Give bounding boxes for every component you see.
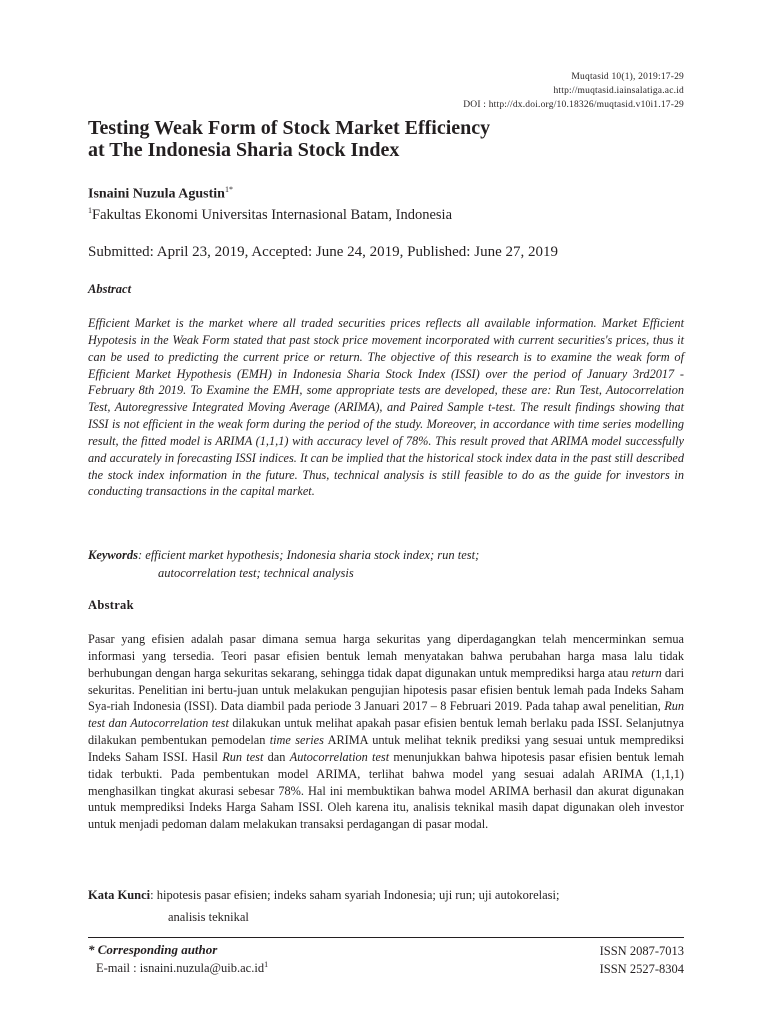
journal-doi[interactable]: DOI : http://dx.doi.org/10.18326/muqtasid.v10i1.17-29 <box>463 100 684 110</box>
journal-header <box>463 70 684 112</box>
affiliation-mark: 1 <box>88 206 92 215</box>
abstrak-italic-4: Run test <box>222 749 264 764</box>
affiliation-text: Fakultas Ekonomi Universitas Internasional Batam, Indonesia <box>92 206 453 223</box>
abstrak-text-1: Pasar yang efisien adalah pasar dimana semua harga sekuritas yang diperdagangkan telah mencerminkan semua informasi yang tersedia. Teori pasar efisien bentuk lemah menyatakan bahwa perubahan harga masa lalu tidak berhubungan dengan harga sekuritas sekarang, sehingga tidak dapat digunakan untuk memprediksi harga atau <box>88 632 684 680</box>
abstrak-text-2: dari sekuritas. Penelitian ini bertu-juan untuk melakukan pengujian hipotesis pasar efisien bentuk lemah pada Indeks Saham Sya-riah Indonesia (ISSI). Data diambil pada periode 3 Januari 2017 – 8 Februari 2019. Pada tahap awal penelitian, <box>88 665 684 714</box>
author-email[interactable] <box>96 960 268 976</box>
journal-citation: Muqtasid 10(1), 2019:17-29 <box>571 72 684 82</box>
keywords-label: Keywords <box>88 548 138 562</box>
kata-kunci-label: Kata Kunci <box>88 888 151 902</box>
keywords <box>88 546 684 582</box>
submission-dates: Submitted: April 23, 2019, Accepted: June 24, 2019, Published: June 27, 2019 <box>88 244 558 260</box>
paper-title <box>88 117 688 161</box>
kata-kunci-line-2: analisis teknikal <box>168 910 249 924</box>
abstrak-italic-3: time series <box>269 733 324 748</box>
abstrak-body <box>88 631 684 833</box>
abstract-body: Efficient Market is the market where all traded securities prices reflects all available information. Market Efficient Hypotesis in the Weak Form stated that past stock price movement incorporated with current securities's prices, thus it can be used to predicting the current price or return. The objective of this research is to examine the weak form of Efficient Market Hypothesis (EMH) in Indonesia Sharia Stock Index (ISSI) over the period of January 3rd2017 -February 8th 2019. To Examine the EMH, some appropriate tests are developed, these are: Run Test, Autocorrelation Test, Autoregressive Integrated Moving Average (ARIMA), and Paired Sample t-test. The result findings showing that ISSI is not efficient in the weak form during the period of the study. Moreover, in accordance with time series modelling result, the fitted model is ARIMA (1,1,1) with accuracy level of 78%. This result proved that ARIMA model successfully and accurately in forecasting ISSI indices. It can be implied that the historical stock index data in the past still described the stock index information in the future. Thus, technical analysis is still feasible to do as the guide for investors in conducting transactions in the capital market. <box>88 316 684 499</box>
journal-url[interactable]: http://muqtasid.iainsalatiga.ac.id <box>553 86 684 96</box>
abstract-heading: Abstract <box>88 282 132 296</box>
abstrak-text-6: menunjukkan bahwa hipotesis pasar efisien bentuk lemah tidak terbukti. Pada pembentukan model ARIMA, terlihat bahwa model yang sesuai adalah ARIMA (1,1,1) menghasilkan tingkat akurasi sebesar 78%. Hal ini membuktikan bahwa model ARIMA berhasil dan akurat digunakan untuk memprediksi Indeks Harga Saham ISSI. Oleh karena itu, analisis teknikal masih dapat digunakan oleh investor untuk menjadi pedoman dalam melakukan transaksi perdagangan di pasar modal. <box>88 749 685 832</box>
author-name-text: Isnaini Nuzula Agustin <box>88 186 225 202</box>
email-text[interactable]: E-mail : isnaini.nuzula@uib.ac.id <box>96 961 265 976</box>
issn-online: ISSN 2527-8304 <box>599 962 684 976</box>
abstrak-italic-2: Run test dan Autocorrelation test <box>88 699 684 731</box>
abstrak-text-5: dan <box>263 749 290 764</box>
title-line-2: at The Indonesia Sharia Stock Index <box>88 139 400 161</box>
email-mark: 1 <box>264 960 269 969</box>
issn-block <box>600 942 684 978</box>
abstrak-heading: Abstrak <box>88 598 134 612</box>
footnote-divider <box>88 937 684 938</box>
keywords-line-2: autocorrelation test; technical analysis <box>158 566 354 580</box>
abstrak-italic-5: Autocorrelation test <box>289 749 390 764</box>
kata-kunci <box>88 884 684 928</box>
title-line-1: Testing Weak Form of Stock Market Efficiency <box>88 117 491 139</box>
author-mark: 1* <box>224 185 233 194</box>
author-name <box>88 185 233 203</box>
abstrak-text-3: dilakukan untuk melihat apakah pasar efisien bentuk lemah berlaku pada ISSI. Selanjutnya dilakukan pembentukan pemodelan <box>88 716 684 748</box>
corresponding-author: * Corresponding author <box>88 942 218 957</box>
keywords-line-1: : efficient market hypothesis; Indonesia sharia stock index; run test; <box>138 548 480 562</box>
kata-kunci-line-1: : hipotesis pasar efisien; indeks saham syariah Indonesia; uji run; uji autokorelasi; <box>150 888 560 902</box>
abstrak-text-4: ARIMA untuk melihat teknik prediksi yang sesuai untuk memprediksi Indeks Saham ISSI. Hasil <box>88 733 684 764</box>
issn-print: ISSN 2087-7013 <box>599 944 684 958</box>
abstrak-italic-1: return <box>631 665 662 680</box>
author-affiliation <box>88 206 452 224</box>
